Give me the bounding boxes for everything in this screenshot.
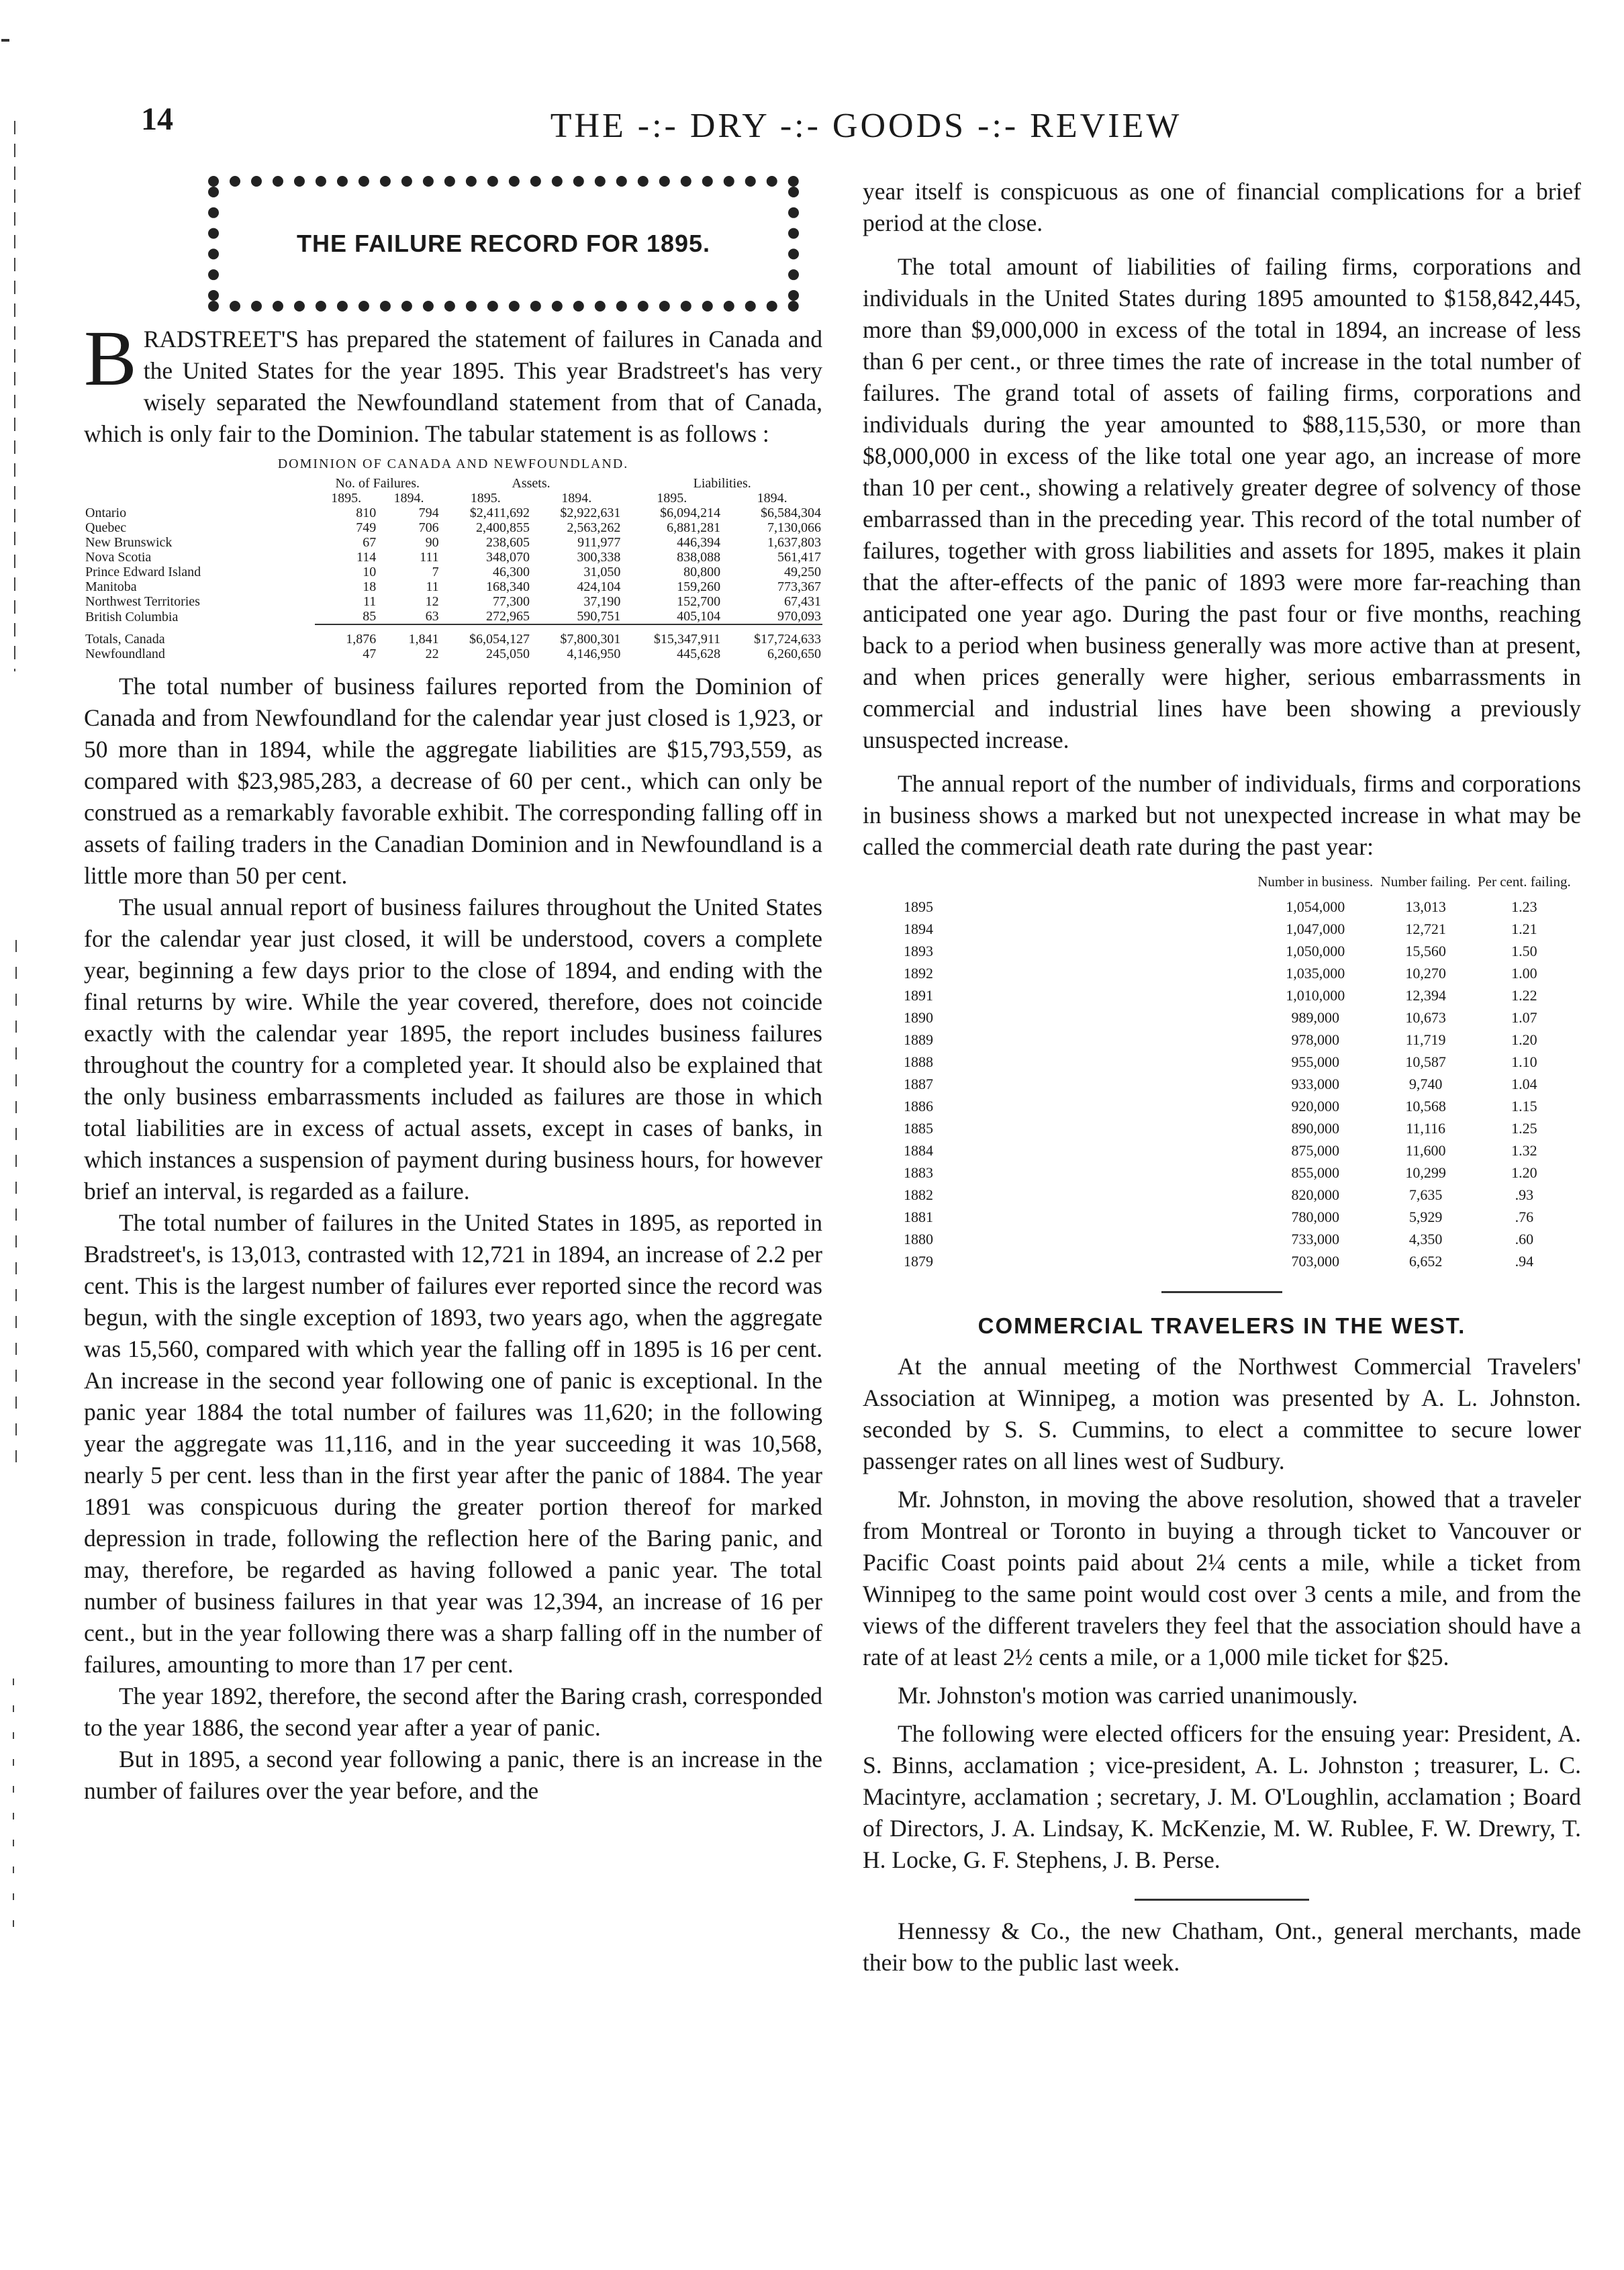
body-paragraph: The following were elected officers for the ensuing year: President, A. S. Binns, acclamation ; vice-president, A. L. Johnston ; treasurer, L. C. Macintyre, acclamation ; secretary, J. M. O'Loughlin, acclamation ; Board of Directors, J. A. Lindsay, K. McKenzie, M. W. Rublee, F. W. Drewry, T. H. Locke, G. F. Stephens, J. B. Perse. [863,1720,1581,1873]
section-divider [1161,1291,1282,1293]
intro-paragraph [84,314,822,450]
body-paragraph: The annual report of the number of individuals, firms and corporations in business shows a marked but not unexpected increase in what may be called the commercial death rate during the past year: [863,770,1581,860]
table-row: 1880 733,000 4,350 .60 [904,1231,1534,1247]
table-row: Manitoba 18 11 168,340 424,104 159,260 773,367 [85,579,821,594]
col-number-in-business: Number in business. [1257,873,1374,890]
table-row: 1881 780,000 5,929 .76 [904,1209,1534,1225]
page-number: 14 [141,101,173,137]
table-row: New Brunswick 67 90 238,605 911,977 446,394 1,637,803 [85,535,821,550]
table-row: Northwest Territories 11 12 77,300 37,190 152,700 67,431 [85,594,821,609]
failures-table-caption: DOMINION OF CANADA AND NEWFOUNDLAND. [277,457,629,471]
table-row: 1885 890,000 11,116 1.25 [904,1120,1537,1137]
body-paragraph: The year 1892, therefore, the second after the Baring crash, corresponded to the year 1886, the second year after a year of panic. [84,1683,822,1741]
table-row: British Columbia 85 63 272,965 590,751 405,104 970,093 [85,609,821,624]
body-paragraph: Mr. Johnston's motion was carried unanimously. [898,1682,1358,1709]
year-header: 1895. [470,491,501,506]
body-paragraph: The total number of business failures reported from the Dominion of Canada and from Newfoundland for the calendar year just closed is 1,923, or 50 more than in 1894, while the aggregate liabilities are $15,793,559, as compared with $23,985,283, a decrease of 60 per cent., which can only be construed as a remarkably favorable exhibit. The corresponding falling off in assets of failing traders in the Canadian Dominion and in Newfoundland is a little more than 50 per cent. [84,673,822,889]
failures-table [84,476,822,661]
travelers-section-title: COMMERCIAL TRAVELERS IN THE WEST. [977,1313,1466,1338]
drop-cap: B [84,314,137,402]
section-divider [1135,1899,1309,1901]
newfoundland-row: Newfoundland 47 22 245,050 4,146,950 445,628 6,260,650 [85,647,821,661]
table-row: Nova Scotia 114 111 348,070 300,338 838,088 561,417 [85,550,821,565]
col-group-assets: Assets. [512,476,551,491]
table-row: Quebec 749 706 2,400,855 2,563,262 6,881,281 7,130,066 [85,520,821,535]
body-paragraph: The total number of failures in the United States in 1895, as reported in Bradstreet's, is 13,013, contrasted with 12,721 in 1894, an increase of 2.2 per cent. This is the largest number of failures ever reported since the record was begun, with the single exception of 1893, two years ago, when the aggregate was 15,560, compared with which year the falling off in 1895 is 16 per cent. An increase in the second year following one of panic is exceptional. In the panic year 1884 the total number of failures was 11,620; in the following year the aggregate was 11,116, and in the year succeeding it was 10,568, nearly 5 per cent. less than in the first year after the panic of 1884. The year 1891 was conspicuous during the greater portion thereof for marked depression in trade, following the reflection here of the Baring panic, and may, therefore, be regarded as having followed a panic year. The total number of business failures in that year was 12,394, an increase of 16 per cent., but in the year following there was a sharp falling off in the number of failures, amounting to more than 17 per cent. [84,1209,822,1678]
table-row: 1895 1,054,000 13,013 1.23 [904,898,1537,915]
table-row: 1891 1,010,000 12,394 1.22 [904,987,1537,1004]
table-row: 1884 875,000 11,600 1.32 [904,1142,1537,1159]
col-group-liabilities: Liabilities. [693,476,751,491]
continued-paragraph: year itself is conspicuous as one of financial complications for a brief period at the close. [863,178,1581,236]
year-header: 1894. [561,491,592,506]
col-number-failing: Number failing. [1380,873,1471,890]
year-header: 1895. [657,491,687,506]
year-header: 1894. [393,491,424,506]
totals-row: Totals, Canada 1,876 1,841 $6,054,127 $7,800,301 $15,347,911 $17,724,633 [84,624,822,647]
table-row: 1883 855,000 10,299 1.20 [904,1164,1537,1181]
left-column [84,176,822,1807]
body-paragraph: Mr. Johnston, in moving the above resolution, showed that a traveler from Montreal or Toronto in buying a through ticket to Vancouver or Pacific Coast points paid about 2¼ cents a mile, while a ticket from Winnipeg to the same point would cost over 3 cents a mile, and from the views of the different travelers they feel that the association should have a rate of at least 2½ cents a mile, or a 1,000 mile ticket for $25. [863,1486,1581,1670]
table-row: 1888 955,000 10,587 1.10 [904,1053,1537,1070]
body-paragraph: But in 1895, a second year following a panic, there is an increase in the number of failures over the year before, and the [84,1746,822,1804]
right-column [863,176,1581,1979]
year-header: 1895. [331,491,362,506]
body-paragraph: The usual annual report of business failures throughout the United States for the calendar year just closed, it will be understood, covers a complete year, beginning a few days prior to the close of 1894, and ending with the final returns by wire. While the year covered, therefore, does not coincide exactly with the calendar year 1895, the report includes business failures throughout the country for a completed year. It should also be explained that the only business embarrassments included as failures are those in which total liabilities are in excess of actual assets, except in cases of banks, in which instances a suspension of payment during business hours, for however brief an interval, is regarded as a failure. [84,894,822,1204]
failure-record-title: THE FAILURE RECORD FOR 1895. [296,230,711,257]
table-row: 1893 1,050,000 15,560 1.50 [904,943,1537,959]
table-row: 1882 820,000 7,635 .93 [904,1186,1534,1203]
death-rate-table [903,872,1574,1272]
gutter-scan-marks [0,0,27,2270]
body-paragraph: The total amount of liabilities of failing firms, corporations and individuals in the United States during 1895 amounted to $158,842,445, more than $9,000,000 in excess of the total in 1894, an increase of less than 6 per cent., or three times the rate of increase in the total number of failures. The grand total of assets of failing firms, corporations and individuals during the year amounted to $88,115,530, or more than $8,000,000 in excess of the like total one year ago, an increase of more than 10 per cent., showing a relatively greater degree of solvency of those embarrassed than in the preceding year. This record of the total number of failures, together with gross liabilities and assets for 1895, makes it plain that the after-effects of the panic of 1893 were more far-reaching than anticipated one year ago. During the past four or five months, reaching back to a period when business generally was more active than at present, and when prices generally were higher, serious embarrassments in commercial and industrial lines have been showing a previously unsuspected increase. [863,253,1581,753]
failure-record-title-box [208,176,799,312]
col-group-failures: No. of Failures. [335,476,420,491]
body-paragraph: At the annual meeting of the Northwest Commercial Travelers' Association at Winnipeg, a motion was presented by A. L. Johnston. seconded by S. S. Cummins, to elect a committee to secure lower passenger rates on all lines west of Sudbury. [863,1353,1581,1474]
table-row: 1894 1,047,000 12,721 1.21 [904,920,1537,937]
table-row: 1892 1,035,000 10,270 1.00 [904,965,1537,982]
table-row: 1879 703,000 6,652 .94 [904,1253,1534,1270]
table-row: 1886 920,000 10,568 1.15 [904,1098,1537,1115]
table-row: Ontario 810 794 $2,411,692 $2,922,631 $6,094,214 $6,584,304 [85,506,821,520]
intro-text: RADSTREET'S has prepared the statement of failures in Canada and the United States for the year 1895. This year Bradstreet's has very wisely separated the Newfoundland statement from that of Canada, which is only fair to the Dominion. The tabular statement is as follows : [84,326,822,447]
table-row: 1887 933,000 9,740 1.04 [904,1076,1537,1092]
year-header: 1894. [757,491,787,506]
table-row: Prince Edward Island 10 7 46,300 31,050 80,800 49,250 [85,565,821,579]
masthead-title: THE -:- DRY -:- GOODS -:- REVIEW [550,107,1182,145]
table-row: 1889 978,000 11,719 1.20 [904,1031,1537,1048]
col-percent-failing: Per cent. failing. [1477,873,1571,890]
table-row: 1890 989,000 10,673 1.07 [904,1009,1537,1026]
notice-paragraph: Hennessy & Co., the new Chatham, Ont., general merchants, made their bow to the public last week. [863,1918,1581,1976]
